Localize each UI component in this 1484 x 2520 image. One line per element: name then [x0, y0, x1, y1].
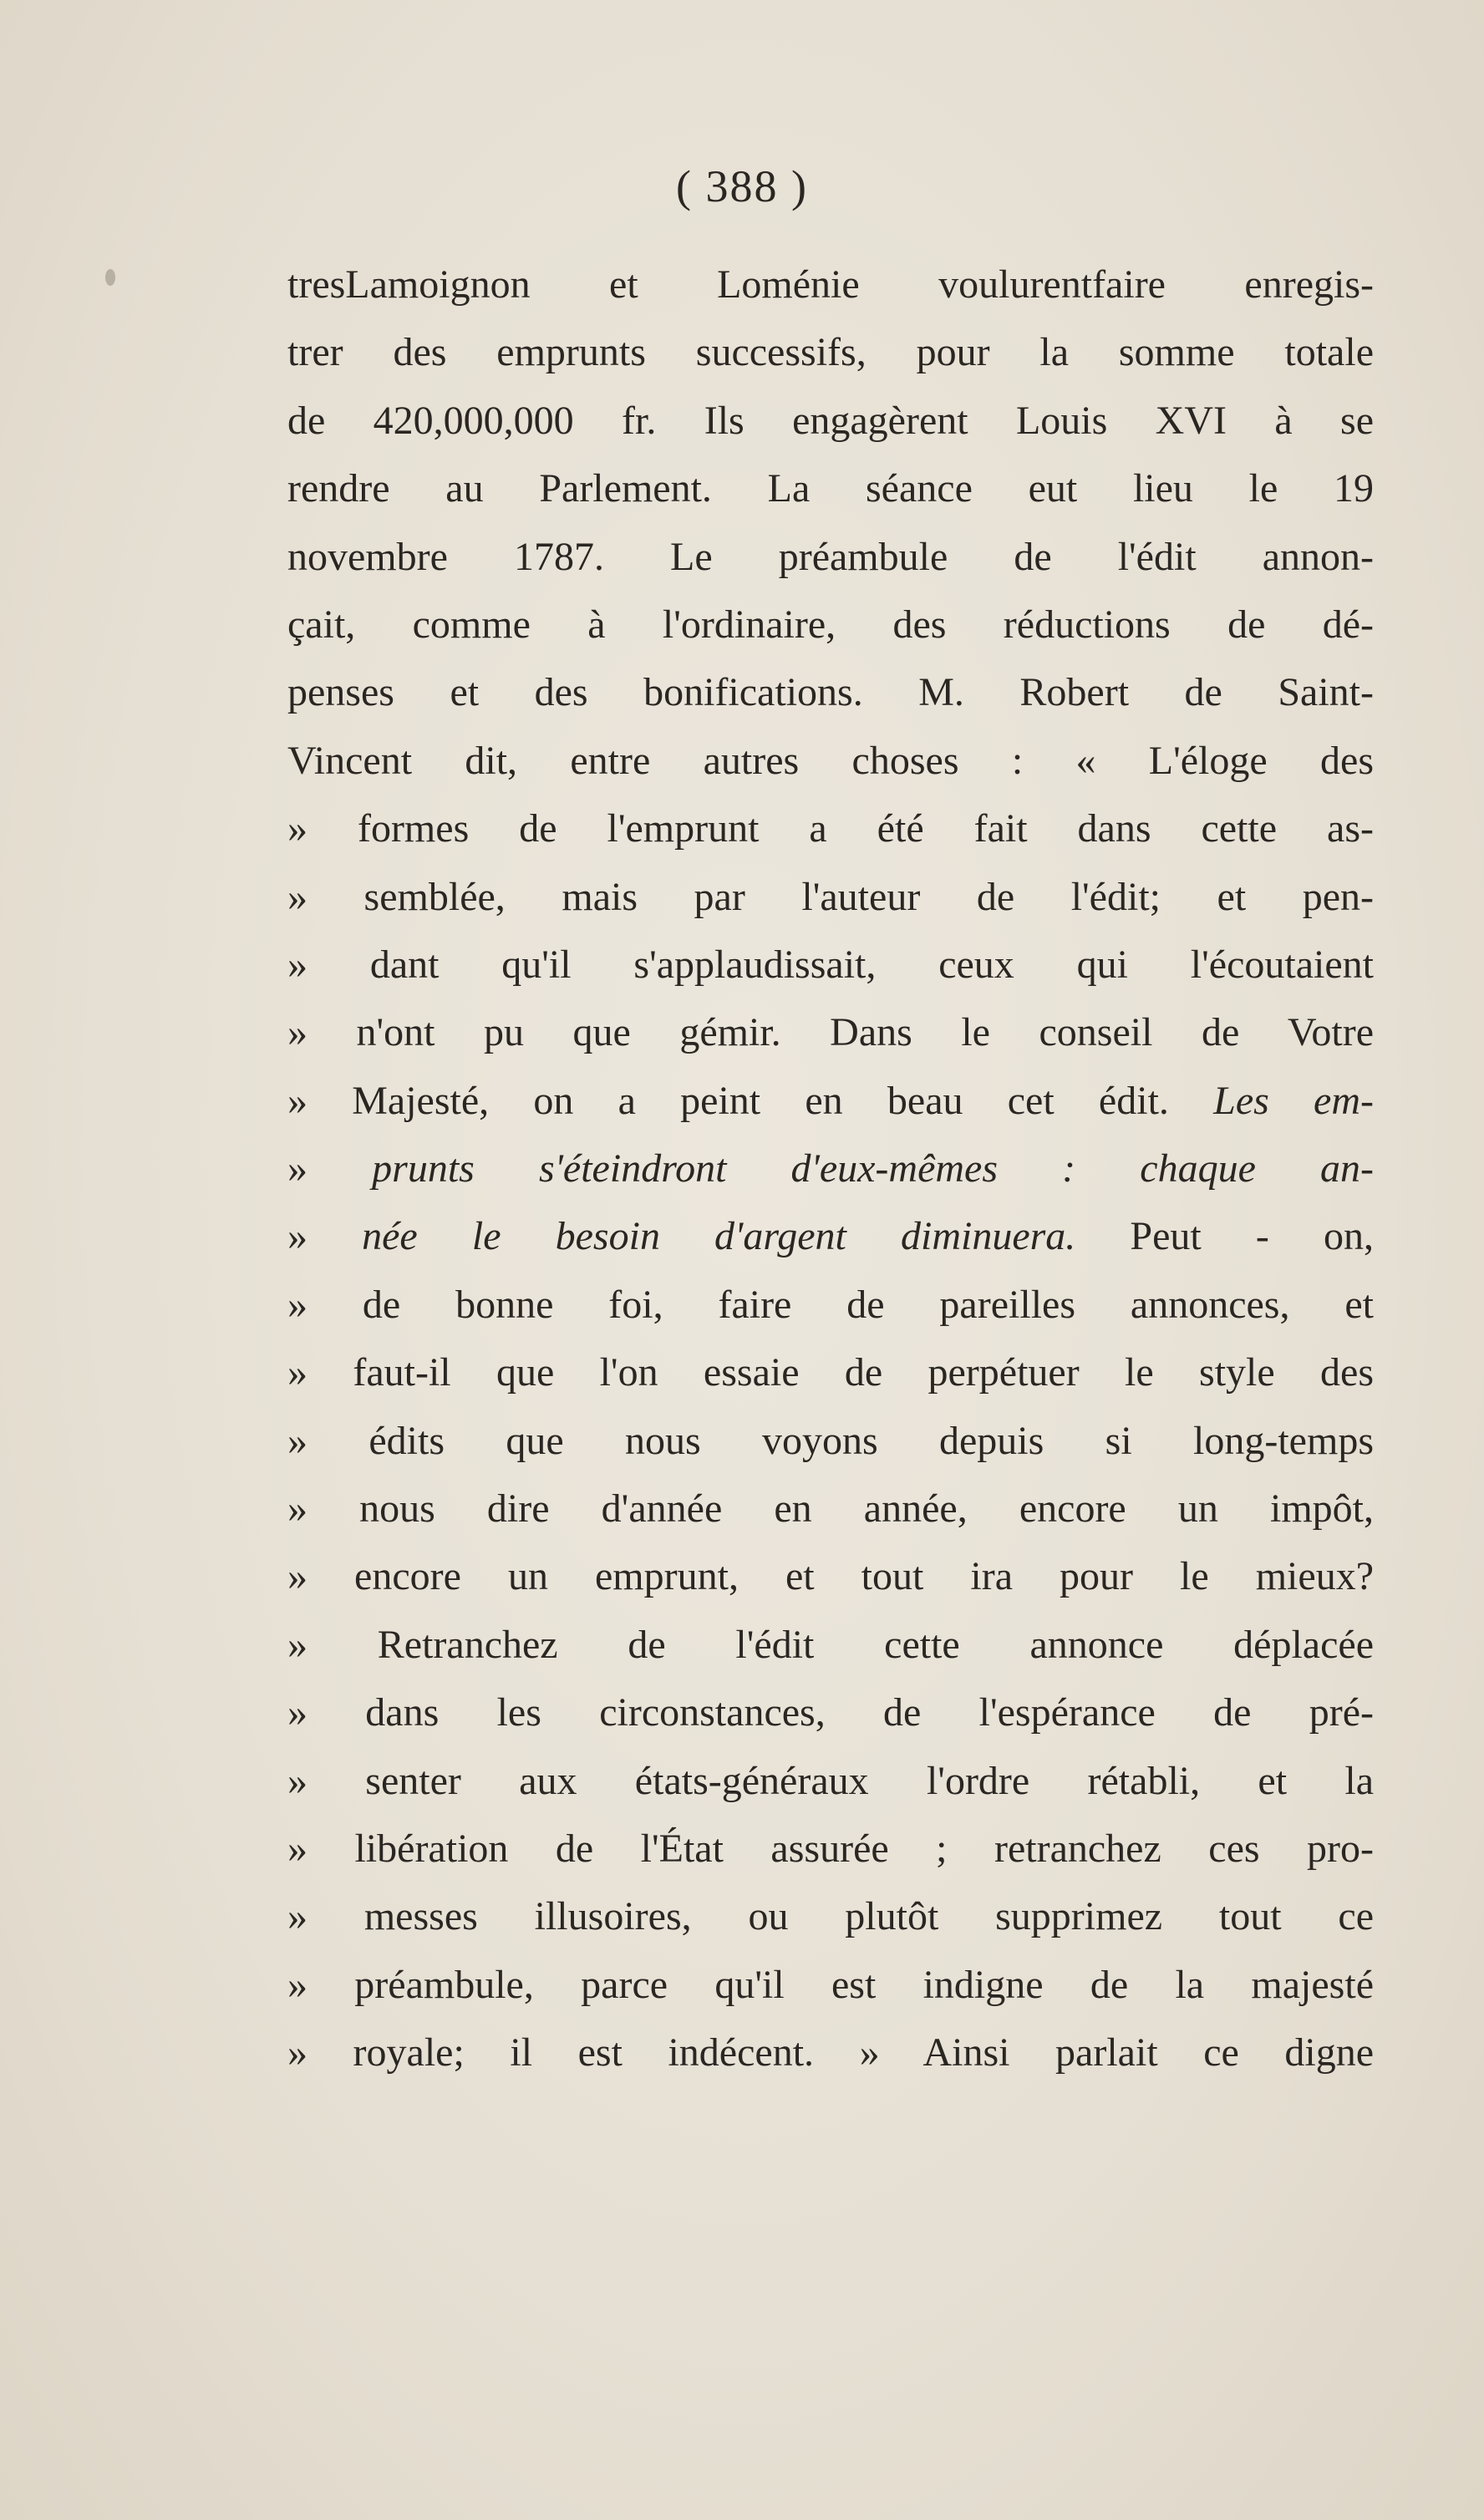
text-line-13-roman: » Majesté, on a peint en beau cet édit.	[287, 1078, 1169, 1123]
text-line-15-tail: Peut - on,	[1075, 1214, 1374, 1259]
text-line-26: » préambule, parce qu'il est indigne de la majesté	[287, 1962, 1374, 2007]
page-speck	[105, 269, 115, 286]
text-line-14-quote: »	[287, 1146, 307, 1191]
text-line-23: » senter aux états-généraux l'ordre rétabli, et la	[287, 1758, 1374, 1803]
text-line-6: çait, comme à l'ordinaire, des réductions de dé-	[287, 602, 1374, 647]
italic-phrase-2: prunts s'éteindront d'eux-mêmes : chaque an-	[372, 1146, 1374, 1191]
text-line-11: » dant qu'il s'applaudissait, ceux qui l'écoutaient	[287, 942, 1374, 987]
text-line-19: » nous dire d'année en année, encore un impôt,	[287, 1486, 1374, 1532]
text-line-4: rendre au Parlement. La séance eut lieu le 19	[287, 466, 1374, 511]
body-text	[287, 251, 1374, 2087]
text-line-22: » dans les circonstances, de l'espérance de pré-	[287, 1690, 1374, 1735]
text-line-17: » faut-il que l'on essaie de perpétuer le style des	[287, 1350, 1374, 1395]
text-line-9: » formes de l'emprunt a été fait dans cette as-	[287, 806, 1374, 851]
text-line-8: Vincent dit, entre autres choses : « L'éloge des	[287, 738, 1374, 783]
text-line-15	[287, 1202, 1374, 1270]
text-line-14	[287, 1135, 1374, 1202]
text-line-7: penses et des bonifications. M. Robert de Saint-	[287, 670, 1374, 715]
text-line-2: trer des emprunts successifs, pour la somme totale	[287, 330, 1374, 375]
italic-phrase-3: née le besoin d'argent diminuera.	[362, 1214, 1076, 1259]
text-line-20: » encore un emprunt, et tout ira pour le mieux?	[287, 1554, 1374, 1599]
text-line-1: tresLamoignon et Loménie voulurentfaire enregis-	[287, 262, 1374, 307]
text-line-25: » messes illusoires, ou plutôt supprimez tout ce	[287, 1894, 1374, 1939]
text-line-13	[287, 1067, 1374, 1135]
page-number: ( 388 )	[676, 161, 808, 211]
text-line-3: de 420,000,000 fr. Ils engagèrent Louis XVI à se	[287, 398, 1374, 443]
text-line-24: » libération de l'État assurée ; retranchez ces pro-	[287, 1826, 1374, 1871]
text-line-27: » royale; il est indécent. » Ainsi parlait ce digne	[287, 2030, 1374, 2075]
text-line-18: » édits que nous voyons depuis si long-temps	[287, 1418, 1374, 1463]
text-line-5: novembre 1787. Le préambule de l'édit annon-	[287, 534, 1374, 579]
text-line-21: » Retranchez de l'édit cette annonce déplacée	[287, 1622, 1374, 1667]
text-line-12: » n'ont pu que gémir. Dans le conseil de Votre	[287, 1010, 1374, 1055]
italic-phrase-1: Les em-	[1213, 1078, 1374, 1123]
text-line-15-quote: »	[287, 1214, 307, 1259]
text-line-10: » semblée, mais par l'auteur de l'édit; et pen-	[287, 874, 1374, 919]
text-line-16: » de bonne foi, faire de pareilles annonces, et	[287, 1282, 1374, 1327]
